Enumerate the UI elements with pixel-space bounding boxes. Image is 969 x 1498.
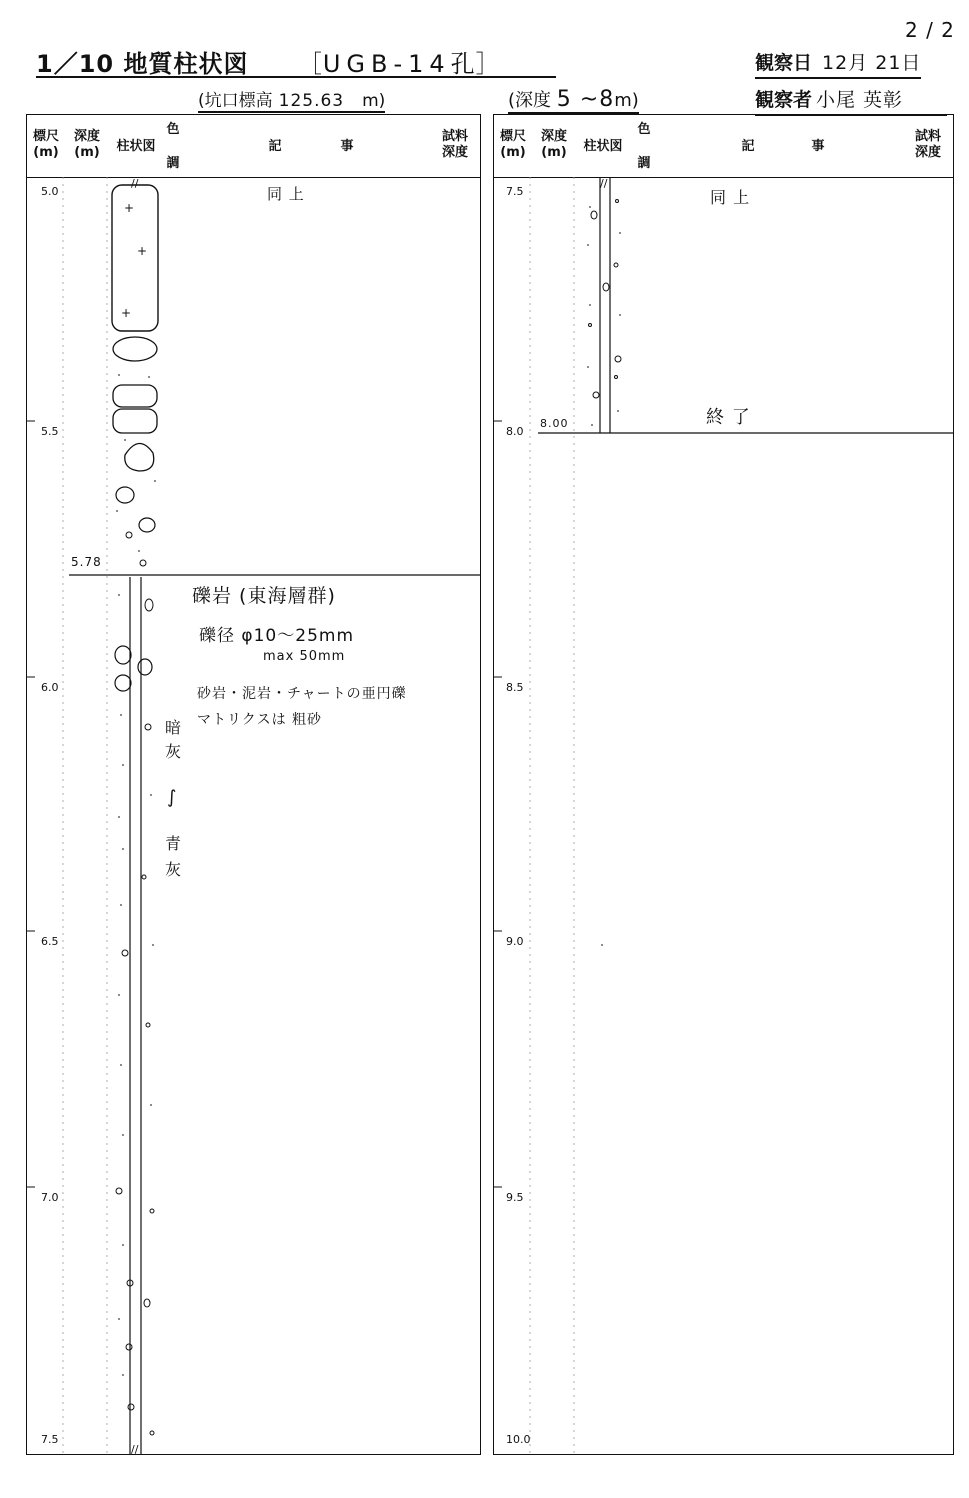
color-range-mark: ∫ xyxy=(167,787,178,808)
hole-bracket: ［ xyxy=(297,50,323,78)
note-composition: 砂岩・泥岩・チャートの亜円礫 xyxy=(197,686,407,702)
scale-tick: 8.5 xyxy=(506,681,524,694)
note-rock-type: 礫岩 (東海層群) xyxy=(192,585,336,607)
scale-tick: 5.0 xyxy=(41,185,59,198)
svg-text:+: + xyxy=(124,201,135,215)
note-same-as-above: 同 上 xyxy=(267,185,305,203)
note-same-as-above: 同 上 xyxy=(710,188,751,207)
header-notes-2: 事 xyxy=(811,139,825,154)
title-text: 1／10 地質柱状図 xyxy=(36,50,249,78)
scale-tick: 7.0 xyxy=(41,1191,59,1204)
header-notes-1: 記 xyxy=(741,139,755,154)
header-depth: 深度 (m) xyxy=(73,129,100,160)
log-panel-right xyxy=(493,114,954,1455)
header-column: 柱状図 xyxy=(116,139,156,154)
elevation-unit: m) xyxy=(362,91,386,111)
depth-range-value: 5 ~8 xyxy=(556,87,615,112)
svg-text:+: + xyxy=(121,306,132,320)
note-matrix: マトリクスは 粗砂 xyxy=(197,712,323,728)
color-blue: 青 xyxy=(165,834,183,853)
header-column: 柱状図 xyxy=(583,139,623,154)
hole-id-group xyxy=(298,50,501,78)
observation-date-label: 観察日 xyxy=(755,52,813,74)
color-gray: 灰 xyxy=(165,742,183,761)
svg-text://: // xyxy=(131,177,139,190)
scale-tick: 6.5 xyxy=(41,935,59,948)
header-color: 色 調 xyxy=(637,122,651,171)
scale-tick: 9.5 xyxy=(506,1191,524,1204)
svg-text://: // xyxy=(600,177,608,190)
page-title xyxy=(36,44,501,79)
header-notes-2: 事 xyxy=(340,139,354,154)
hole-suffix: 孔］ xyxy=(450,50,501,78)
elevation-label: (坑口標高 xyxy=(198,91,273,111)
note-max-size: max 50mm xyxy=(263,649,346,664)
header-scale: 標尺 (m) xyxy=(32,129,59,160)
collar-elevation xyxy=(198,86,385,113)
end-depth: 8.00 xyxy=(540,417,569,430)
elevation-value: 125.63 xyxy=(278,91,345,111)
boundary-depth: 5.78 xyxy=(71,555,102,569)
depth-range xyxy=(508,86,639,114)
geologic-column-drawing xyxy=(27,115,480,1454)
log-panel-left xyxy=(26,114,481,1455)
observer xyxy=(755,85,947,116)
observer-value: 小尾 英彰 xyxy=(816,89,904,111)
scale-tick: 10.0 xyxy=(506,1433,531,1446)
header-scale: 標尺 (m) xyxy=(499,129,526,160)
scale-tick: 6.0 xyxy=(41,681,59,694)
header-sample: 試料 深度 xyxy=(441,129,468,160)
note-grain-size: 礫径 φ10～25mm xyxy=(199,626,355,646)
color-gray-2: 灰 xyxy=(165,860,183,879)
header-notes-1: 記 xyxy=(268,139,282,154)
depth-range-label: (深度 xyxy=(508,90,552,111)
header-depth: 深度 (m) xyxy=(540,129,567,160)
observer-label: 観察者 xyxy=(755,89,813,111)
scale-tick: 9.0 xyxy=(506,935,524,948)
title-underline xyxy=(36,76,556,78)
scale-tick: 5.5 xyxy=(41,425,59,438)
hole-id: UGB-14 xyxy=(322,50,451,78)
header-sample: 試料 深度 xyxy=(914,129,941,160)
depth-range-unit: m) xyxy=(614,90,639,111)
scale-tick: 7.5 xyxy=(506,185,524,198)
scale-tick: 8.0 xyxy=(506,425,524,438)
header-color: 色 調 xyxy=(166,122,180,171)
svg-text://: // xyxy=(131,1443,139,1454)
observation-date-value: 12月 21日 xyxy=(822,52,922,74)
svg-text:+: + xyxy=(137,244,148,258)
note-end-of-hole: 終 了 xyxy=(706,407,751,428)
color-dark: 暗 xyxy=(165,718,183,737)
page-number: 2 / 2 xyxy=(905,18,955,42)
geologic-column-drawing xyxy=(494,115,953,1454)
scale-tick: 7.5 xyxy=(41,1433,59,1446)
observation-date xyxy=(755,48,921,79)
